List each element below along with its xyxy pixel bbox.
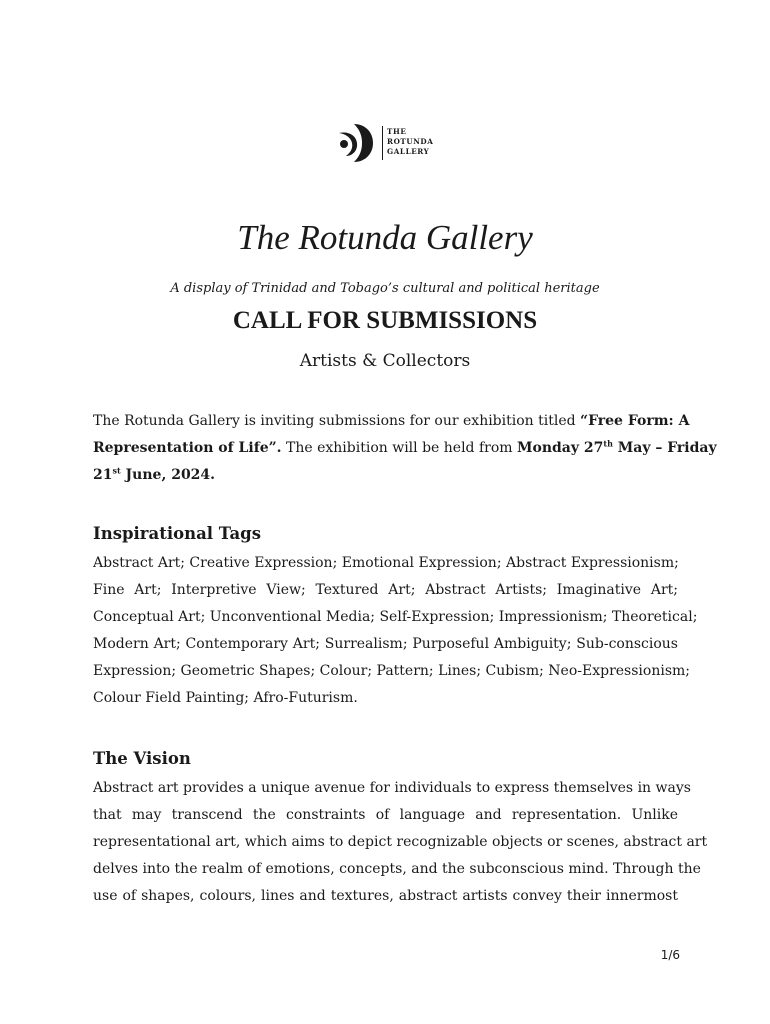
vision-line: that may transcend the constraints of language and representation. Unlike	[93, 807, 678, 823]
intro-line	[93, 408, 690, 435]
vision-line: representational art, which aims to depict recognizable objects or scenes, abstract art	[93, 834, 708, 850]
ordinal-suffix: st	[112, 465, 121, 476]
tags-line: Modern Art; Contemporary Art; Surrealism; Purposeful Ambiguity; Sub-conscious	[93, 636, 678, 652]
audience-line: Artists & Collectors	[299, 351, 471, 371]
logo-divider	[382, 126, 383, 160]
document-title: The Rotunda Gallery	[237, 218, 533, 257]
tags-line: Fine Art; Interpretive View; Textured Art; Abstract Artists; Imaginative Art;	[93, 582, 678, 598]
intro-text: The Rotunda Gallery is inviting submissions for our exhibition titled	[93, 413, 581, 429]
gallery-logo	[336, 122, 446, 164]
tags-line: Expression; Geometric Shapes; Colour; Pattern; Lines; Cubism; Neo-Expressionism;	[93, 663, 691, 679]
start-date-day: Monday 27	[517, 440, 604, 456]
end-date-rest: June, 2024.	[120, 467, 216, 483]
end-date-day: 21	[93, 467, 113, 483]
intro-paragraph	[93, 408, 717, 489]
intro-text: The exhibition will be held from	[281, 440, 517, 456]
start-date-rest: May – Friday	[612, 440, 717, 456]
rotunda-emblem-icon	[336, 122, 376, 164]
ordinal-suffix: th	[603, 438, 613, 449]
vision-heading: The Vision	[93, 749, 191, 768]
tags-line: Colour Field Painting; Afro-Futurism.	[93, 690, 358, 706]
logo-line: ROTUNDA	[387, 137, 434, 146]
exhibition-title-part: “Free Form: A	[580, 413, 690, 429]
vision-paragraph	[93, 775, 708, 910]
tags-line: Abstract Art; Creative Expression; Emotional Expression; Abstract Expressionism;	[93, 555, 679, 571]
intro-line	[93, 462, 678, 489]
logo-wordmark	[387, 127, 433, 157]
tags-line: Conceptual Art; Unconventional Media; Self-Expression; Impressionism; Theoretical;	[93, 609, 698, 625]
start-date	[517, 440, 717, 456]
vision-line: delves into the realm of emotions, concepts, and the subconscious mind. Through the	[93, 861, 701, 877]
logo-line: THE	[387, 127, 407, 136]
intro-line	[93, 435, 717, 462]
page-number: 1/6	[660, 948, 680, 962]
vision-line: Abstract art provides a unique avenue for individuals to express themselves in ways	[93, 780, 691, 796]
tags-heading: Inspirational Tags	[93, 524, 262, 543]
call-heading: CALL FOR SUBMISSIONS	[232, 307, 538, 334]
tags-paragraph	[93, 550, 698, 712]
end-date	[93, 467, 215, 483]
vision-line: use of shapes, colours, lines and textures, abstract artists convey their innermost	[93, 888, 678, 904]
document-subtitle: A display of Trinidad and Tobago’s cultural and political heritage	[170, 281, 600, 296]
exhibition-title-part: Representation of Life”.	[93, 440, 282, 456]
logo-line: GALLERY	[387, 147, 430, 156]
